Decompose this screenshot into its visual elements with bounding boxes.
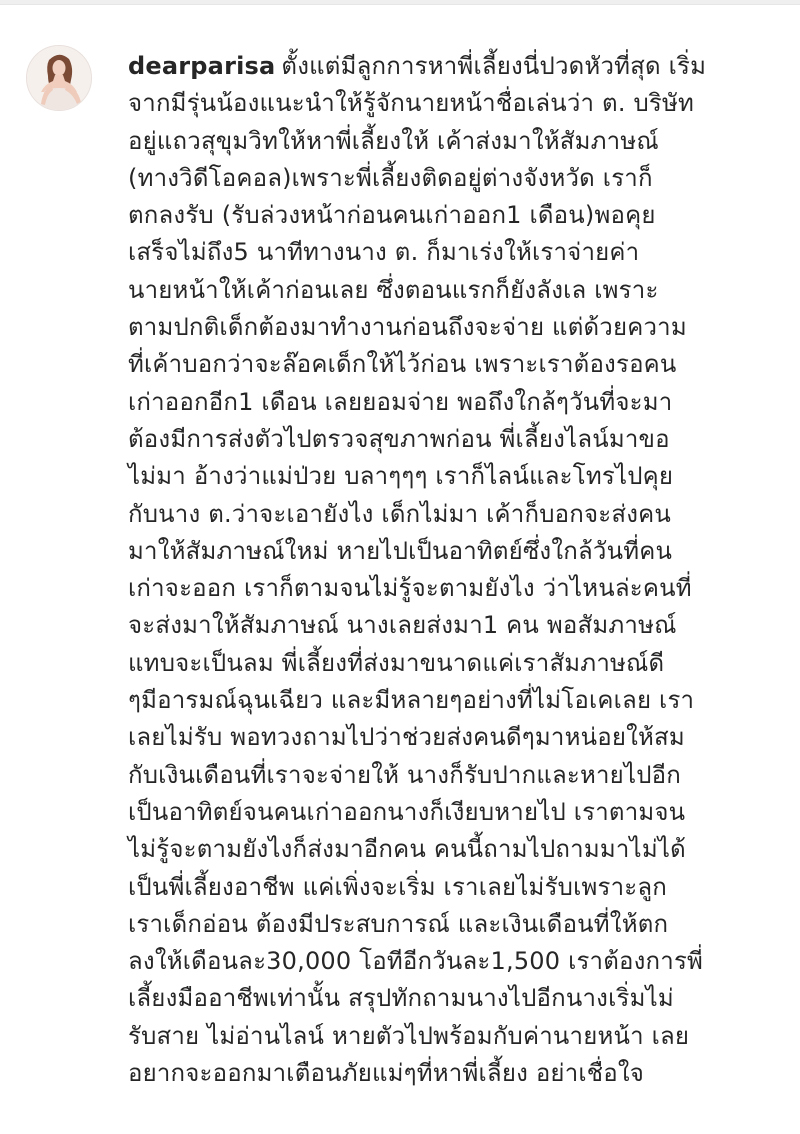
comment-line: จะส่งมาให้สัมภาษณ์ นางเลยส่งมา1 คน พอสัมภาษณ์ <box>128 611 677 640</box>
comment-line: ไม่รู้จะตามยังไงก็ส่งมาอีกคน คนนี้ถามไปถามมาไม่ได้ <box>128 835 686 864</box>
comment-line: กับนาง ต.ว่าจะเอายังไง เด็กไม่มา เค้าก็บอกจะส่งคน <box>128 499 671 528</box>
comment-line: เป็นพี่เลี้ยงอาชีพ แค่เพิ่งจะเริ่ม เราเลยไม่รับเพราะลูก <box>128 872 668 901</box>
comment-line: ๆมีอารมณ์ฉุนเฉียว และมีหลายๆอย่างที่ไม่โอเคเลย เรา <box>128 686 695 715</box>
comment-line: ต้องมีการส่งตัวไปตรวจสุขภาพก่อน พี่เลี้ยงไลน์มาขอ <box>128 424 670 453</box>
comment-line: ตกลงรับ (รับล่วงหน้าก่อนคนเก่าออก1 เดือน)พอคุย <box>128 201 656 230</box>
comment-line: ที่เค้าบอกว่าจะล๊อคเด็กให้ไว้ก่อน เพราะเราต้องรอคน <box>128 350 677 379</box>
comment-line: แทบจะเป็นลม พี่เลี้ยงที่ส่งมาขนาดแค่เราสัมภาษณ์ดี <box>128 648 665 677</box>
comment-line: เป็นอาทิตย์จนคนเก่าออกนางก็เงียบหายไป เราตามจน <box>128 797 686 826</box>
comment-line <box>128 48 783 85</box>
comment-line: (ทางวิดีโอคอล)เพราะพี่เลี้ยงติดอยู่ต่างจังหวัด เราก็ <box>128 163 653 192</box>
comment-line: เก่าจะออก เราก็ตามจนไม่รู้จะตามยังไง ว่าไหนล่ะคนที่ <box>128 574 692 603</box>
comment-line: เลี้ยงมืออาชีพเท่านั้น สรุปทักถามนางไปอีกนางเริ่มไม่ <box>128 984 674 1013</box>
comment-line: รับสาย ไม่อ่านไลน์ หายตัวไปพร้อมกับค่านายหน้า เลย <box>128 1021 690 1050</box>
comment-line: เลยไม่รับ พอทวงถามไปว่าช่วยส่งคนดีๆมาหน่อยให้สม <box>128 723 685 752</box>
comment-line-text: ตั้งแต่มีลูกการหาพี่เลี้ยงนี่ปวดหัวที่สุด เริ่ม <box>281 52 707 80</box>
comment-line: เสร็จไม่ถึง5 นาทีทางนาง ต. ก็มาเร่งให้เราจ่ายค่า <box>128 238 640 267</box>
comment-line: ลงให้เดือนละ30,000 โอทีอีกวันละ1,500 เราต้องการพี่ <box>128 947 704 976</box>
comment-line: จากมีรุ่นน้องแนะนำให้รู้จักนายหน้าชื่อเล่นว่า ต. บริษัท <box>128 89 695 118</box>
comment-line: นายหน้าให้เค้าก่อนเลย ซึ่งตอนแรกก็ยังลังเล เพราะ <box>128 275 659 304</box>
avatar-photo-icon <box>27 46 91 110</box>
comment-line: กับเงินเดือนที่เราจะจ่ายให้ นางก็รับปากและหายไปอีก <box>128 760 681 789</box>
comment-line: ไม่มา อ้างว่าแม่ป่วย บลาๆๆๆ เราก็ไลน์และโทรไปคุย <box>128 462 674 491</box>
comment-text <box>128 48 783 1092</box>
comment-line: เราเด็กอ่อน ต้องมีประสบการณ์ และเงินเดือนที่ให้ตก <box>128 909 669 938</box>
comment-line: อยู่แถวสุขุมวิทให้หาพี่เลี้ยงให้ เค้าส่งมาให้สัมภาษณ์ <box>128 126 659 155</box>
comment-line: มาให้สัมภาษณ์ใหม่ หายไปเป็นอาทิตย์ซึ่งใกล้วันที่คน <box>128 536 673 565</box>
comment-line: อยากจะออกมาเตือนภัยแม่ๆที่หาพี่เลี้ยง อย่าเชื่อใจ <box>128 1059 645 1088</box>
comment-line: ตามปกติเด็กต้องมาทำงานก่อนถึงจะจ่าย แต่ด้วยความ <box>128 313 687 342</box>
comment-username[interactable]: dearparisa <box>128 52 276 80</box>
comment-line: เก่าออกอีก1 เดือน เลยยอมจ่าย พอถึงใกล้ๆวันที่จะมา <box>128 387 673 416</box>
avatar[interactable] <box>26 45 92 111</box>
